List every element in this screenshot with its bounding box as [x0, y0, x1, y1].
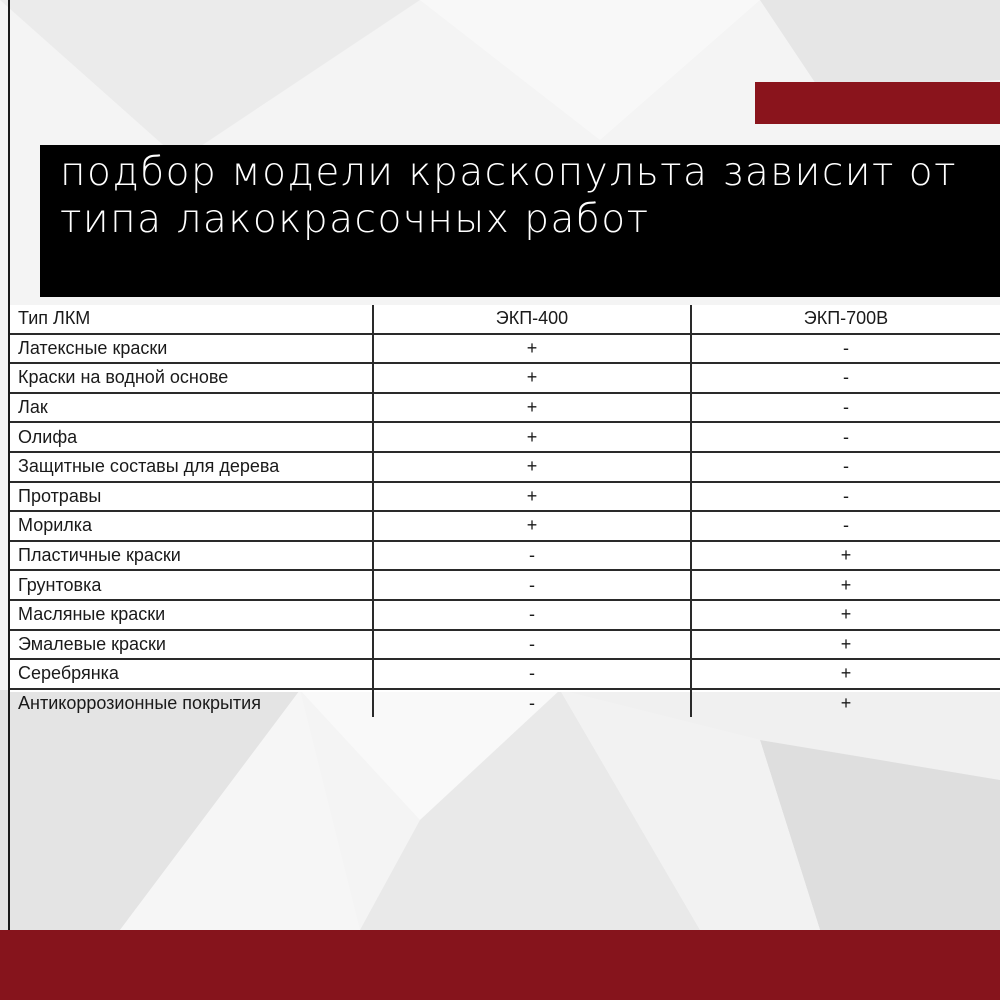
row-ekp-700v-mark: +: [691, 570, 1000, 600]
row-ekp-400-mark: -: [373, 570, 691, 600]
table-row: [10, 334, 1000, 364]
comparison-table-container: [10, 305, 1000, 714]
row-ekp-700v-mark: -: [691, 334, 1000, 364]
table-row: [10, 630, 1000, 660]
row-ekp-400-mark: +: [373, 452, 691, 482]
row-ekp-400-mark: +: [373, 511, 691, 541]
row-ekp-700v-mark: +: [691, 689, 1000, 718]
row-ekp-700v-mark: +: [691, 659, 1000, 689]
table-row: [10, 363, 1000, 393]
table-row: [10, 659, 1000, 689]
header-ekp-400: ЭКП-400: [373, 305, 691, 334]
table-row: [10, 393, 1000, 423]
row-ekp-700v-mark: -: [691, 422, 1000, 452]
row-paint-type: Масляные краски: [10, 600, 373, 630]
header-paint-type: Тип ЛКМ: [10, 305, 373, 334]
table-row: [10, 452, 1000, 482]
bottom-accent-bar: [0, 930, 1000, 1000]
row-ekp-700v-mark: -: [691, 393, 1000, 423]
table-row: [10, 689, 1000, 718]
row-paint-type: Протравы: [10, 482, 373, 512]
paint-type-table: [10, 305, 1000, 717]
row-ekp-700v-mark: -: [691, 482, 1000, 512]
table-row: [10, 422, 1000, 452]
row-ekp-400-mark: -: [373, 659, 691, 689]
row-ekp-400-mark: +: [373, 393, 691, 423]
row-ekp-700v-mark: +: [691, 630, 1000, 660]
row-paint-type: Защитные составы для дерева: [10, 452, 373, 482]
table-row: [10, 600, 1000, 630]
row-paint-type: Латексные краски: [10, 334, 373, 364]
row-ekp-400-mark: +: [373, 482, 691, 512]
table-row: [10, 570, 1000, 600]
row-paint-type: Пластичные краски: [10, 541, 373, 571]
top-accent-bar: [755, 82, 1000, 124]
header-ekp-700v: ЭКП-700В: [691, 305, 1000, 334]
row-paint-type: Олифа: [10, 422, 373, 452]
page-title: подбор модели краскопульта зависит от типа лакокрасочных работ: [60, 150, 958, 242]
table-row: [10, 511, 1000, 541]
row-ekp-700v-mark: +: [691, 600, 1000, 630]
table-header-row: [10, 305, 1000, 334]
row-ekp-700v-mark: +: [691, 541, 1000, 571]
row-paint-type: Краски на водной основе: [10, 363, 373, 393]
row-ekp-700v-mark: -: [691, 511, 1000, 541]
table-row: [10, 482, 1000, 512]
row-ekp-400-mark: -: [373, 600, 691, 630]
row-paint-type: Грунтовка: [10, 570, 373, 600]
row-ekp-400-mark: +: [373, 363, 691, 393]
row-ekp-700v-mark: -: [691, 363, 1000, 393]
row-paint-type: Морилка: [10, 511, 373, 541]
row-ekp-400-mark: -: [373, 689, 691, 718]
row-paint-type: Лак: [10, 393, 373, 423]
row-ekp-700v-mark: -: [691, 452, 1000, 482]
row-ekp-400-mark: -: [373, 630, 691, 660]
title-banner: [40, 145, 1000, 297]
row-paint-type: Серебрянка: [10, 659, 373, 689]
row-ekp-400-mark: +: [373, 334, 691, 364]
row-ekp-400-mark: +: [373, 422, 691, 452]
row-paint-type: Эмалевые краски: [10, 630, 373, 660]
table-row: [10, 541, 1000, 571]
row-ekp-400-mark: -: [373, 541, 691, 571]
row-paint-type: Антикоррозионные покрытия: [18, 693, 261, 714]
